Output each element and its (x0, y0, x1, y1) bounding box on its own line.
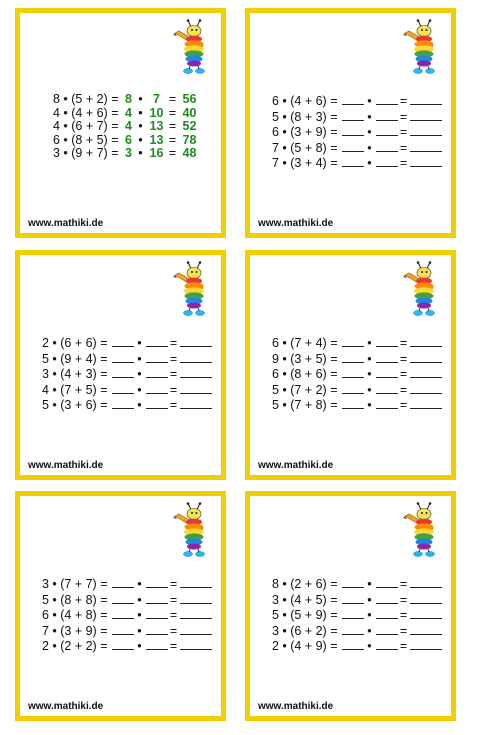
answer-blank[interactable] (376, 623, 398, 635)
equals-symbol: = (168, 146, 177, 160)
answer-blank[interactable] (376, 124, 398, 136)
answer-blank[interactable] (342, 335, 364, 347)
equation-row (258, 576, 444, 592)
answer-blank[interactable] (342, 592, 364, 604)
equation-row (28, 366, 214, 382)
task-card-3 (15, 250, 226, 480)
answer-blank[interactable] (342, 109, 364, 121)
equation-expression: 9 • (3 + 5) = (271, 351, 338, 366)
times-symbol: • (138, 132, 143, 147)
equation-expression: 4 • (6 + 7) = (52, 119, 119, 133)
equals-symbol: = (399, 592, 408, 607)
equation-row (28, 351, 214, 367)
equation-expression: 7 • (5 + 8) = (271, 140, 338, 155)
equation-row (258, 140, 444, 156)
pencil-bee-mascot-icon (403, 19, 443, 75)
times-symbol: • (367, 592, 372, 607)
answer-blank[interactable] (146, 623, 168, 635)
answer-blank[interactable] (112, 607, 134, 619)
times-symbol: • (367, 94, 372, 108)
equation-expression: 5 • (9 + 4) = (41, 351, 108, 366)
equation-row (258, 382, 444, 398)
equals-symbol: = (399, 140, 408, 155)
answer-blank[interactable] (410, 140, 442, 152)
equation-row (28, 335, 214, 351)
times-symbol: • (367, 367, 372, 381)
times-symbol: • (137, 382, 142, 397)
answer-blank[interactable] (376, 109, 398, 121)
answer-blank[interactable] (410, 351, 442, 363)
answer-factor-2: 7 (153, 92, 160, 106)
equation-expression: 3 • (4 + 3) = (41, 367, 108, 381)
answer-product: 52 (182, 119, 197, 133)
equals-symbol: = (399, 351, 408, 366)
answer-factor-1: 4 (125, 105, 132, 120)
equals-symbol: = (399, 336, 408, 350)
answer-factor-2: 16 (149, 146, 164, 160)
answer-blank[interactable] (376, 366, 398, 378)
times-symbol: • (137, 336, 142, 350)
times-symbol: • (367, 125, 372, 139)
equation-row (258, 335, 444, 351)
equation-expression: 3 • (4 + 5) = (271, 592, 338, 607)
equals-symbol: = (399, 367, 408, 381)
answer-blank[interactable] (112, 351, 134, 363)
answer-blank[interactable] (146, 351, 168, 363)
times-symbol: • (367, 608, 372, 622)
task-card-4 (245, 250, 456, 480)
answer-factor-1: 8 (125, 92, 132, 106)
equals-symbol: = (169, 336, 178, 350)
answer-blank[interactable] (376, 397, 398, 409)
times-symbol: • (137, 592, 142, 607)
answer-blank[interactable] (376, 576, 398, 588)
equals-symbol: = (169, 398, 178, 412)
answer-blank[interactable] (376, 638, 398, 650)
equals-symbol: = (169, 592, 178, 607)
answer-blank[interactable] (112, 397, 134, 409)
answer-blank[interactable] (180, 576, 212, 588)
times-symbol: • (137, 398, 142, 412)
answer-blank[interactable] (112, 576, 134, 588)
website-url: www.mathiki.de (258, 218, 334, 229)
answer-product: 48 (182, 146, 197, 160)
answer-blank[interactable] (180, 335, 212, 347)
answer-blank[interactable] (376, 335, 398, 347)
answer-blank[interactable] (180, 382, 212, 394)
website-url: www.mathiki.de (258, 701, 334, 712)
answer-blank[interactable] (376, 155, 398, 167)
equals-symbol: = (169, 367, 178, 381)
times-symbol: • (138, 146, 143, 160)
answer-factor-1: 6 (125, 132, 132, 147)
equation-row (258, 638, 444, 654)
equation-list (250, 576, 451, 654)
times-symbol: • (137, 608, 142, 622)
equation-expression: 4 • (7 + 5) = (41, 382, 108, 397)
task-card-2 (245, 8, 456, 238)
answer-product: 56 (182, 92, 197, 106)
equation-row (28, 623, 214, 639)
times-symbol: • (367, 140, 372, 155)
answer-factor-2: 13 (149, 119, 164, 133)
answer-blank[interactable] (376, 592, 398, 604)
equation-expression: 5 • (8 + 3) = (271, 109, 338, 124)
times-symbol: • (137, 639, 142, 653)
equals-symbol: = (168, 92, 177, 106)
equation-expression: 6 • (8 + 5) = (52, 132, 119, 147)
answer-blank[interactable] (342, 397, 364, 409)
task-card-6 (245, 491, 456, 721)
website-url: www.mathiki.de (28, 701, 104, 712)
answer-blank[interactable] (146, 607, 168, 619)
equation-expression: 8 • (2 + 6) = (271, 577, 338, 591)
answer-blank[interactable] (376, 93, 398, 105)
answer-blank[interactable] (410, 124, 442, 136)
equals-symbol: = (399, 382, 408, 397)
answer-blank[interactable] (342, 124, 364, 136)
answer-factor-1: 3 (125, 146, 132, 160)
times-symbol: • (137, 367, 142, 381)
website-url: www.mathiki.de (258, 460, 334, 471)
equals-symbol: = (399, 577, 408, 591)
equation-expression: 5 • (5 + 9) = (271, 608, 338, 622)
equation-row (28, 592, 214, 608)
answer-blank[interactable] (112, 592, 134, 604)
times-symbol: • (367, 639, 372, 653)
equals-symbol: = (169, 351, 178, 366)
answer-blank[interactable] (342, 638, 364, 650)
answer-blank[interactable] (410, 623, 442, 635)
pencil-bee-mascot-icon (403, 502, 443, 558)
equation-row (28, 607, 214, 623)
answer-blank[interactable] (146, 592, 168, 604)
answer-blank[interactable] (180, 397, 212, 409)
equals-symbol: = (169, 382, 178, 397)
answer-blank[interactable] (146, 335, 168, 347)
answer-blank[interactable] (410, 155, 442, 167)
answer-blank[interactable] (410, 607, 442, 619)
answer-blank[interactable] (376, 351, 398, 363)
answer-blank[interactable] (146, 397, 168, 409)
equals-symbol: = (169, 608, 178, 622)
answer-blank[interactable] (146, 382, 168, 394)
times-symbol: • (137, 351, 142, 366)
equation-expression: 2 • (4 + 9) = (271, 639, 338, 653)
equation-list (20, 93, 221, 161)
answer-blank[interactable] (342, 382, 364, 394)
answer-blank[interactable] (180, 607, 212, 619)
website-url: www.mathiki.de (28, 460, 104, 471)
answer-blank[interactable] (180, 592, 212, 604)
times-symbol: • (367, 109, 372, 124)
equals-symbol: = (399, 125, 408, 139)
equals-symbol: = (399, 623, 408, 638)
answer-blank[interactable] (410, 576, 442, 588)
equation-list (250, 93, 451, 171)
equation-row (258, 155, 444, 171)
equals-symbol: = (169, 623, 178, 638)
answer-blank[interactable] (342, 93, 364, 105)
equation-row (258, 109, 444, 125)
equation-list (20, 576, 221, 654)
equation-expression: 5 • (3 + 6) = (41, 398, 108, 412)
answer-blank[interactable] (342, 351, 364, 363)
answer-blank[interactable] (410, 366, 442, 378)
times-symbol: • (138, 92, 143, 106)
equation-row (28, 576, 214, 592)
answer-blank[interactable] (376, 607, 398, 619)
times-symbol: • (138, 105, 143, 120)
task-card-1 (15, 8, 226, 238)
equation-expression: 8 • (5 + 2) = (52, 92, 119, 106)
equals-symbol: = (399, 398, 408, 412)
equation-row (258, 93, 444, 109)
answer-product: 40 (182, 105, 197, 120)
equation-list (20, 335, 221, 413)
equation-expression: 6 • (7 + 4) = (271, 336, 338, 350)
equation-row (258, 351, 444, 367)
answer-blank[interactable] (146, 638, 168, 650)
answer-blank[interactable] (342, 366, 364, 378)
equals-symbol: = (399, 608, 408, 622)
pencil-bee-mascot-icon (173, 19, 213, 75)
times-symbol: • (367, 382, 372, 397)
answer-blank[interactable] (180, 638, 212, 650)
equation-expression: 6 • (4 + 6) = (271, 94, 338, 108)
times-symbol: • (367, 351, 372, 366)
equation-expression: 7 • (3 + 9) = (41, 623, 108, 638)
answer-blank[interactable] (410, 109, 442, 121)
equation-row (258, 592, 444, 608)
equation-expression: 7 • (3 + 4) = (271, 156, 338, 170)
answer-blank[interactable] (112, 335, 134, 347)
equation-expression: 2 • (6 + 6) = (41, 336, 108, 350)
equation-row (39, 147, 203, 161)
times-symbol: • (367, 156, 372, 170)
answer-blank[interactable] (146, 366, 168, 378)
answer-blank[interactable] (112, 623, 134, 635)
answer-blank[interactable] (376, 140, 398, 152)
equation-row (39, 93, 203, 107)
answer-blank[interactable] (342, 607, 364, 619)
answer-product: 78 (182, 132, 197, 147)
equals-symbol: = (399, 639, 408, 653)
answer-blank[interactable] (410, 592, 442, 604)
equals-symbol: = (169, 639, 178, 653)
website-url: www.mathiki.de (28, 218, 104, 229)
equals-symbol: = (168, 105, 177, 120)
equation-row (258, 607, 444, 623)
equation-row (258, 366, 444, 382)
times-symbol: • (367, 623, 372, 638)
equals-symbol: = (169, 577, 178, 591)
answer-blank[interactable] (180, 366, 212, 378)
answer-blank[interactable] (342, 140, 364, 152)
equation-row (28, 638, 214, 654)
answer-blank[interactable] (410, 93, 442, 105)
task-card-5 (15, 491, 226, 721)
times-symbol: • (138, 119, 143, 133)
equation-expression: 3 • (6 + 2) = (271, 623, 338, 638)
equation-row (258, 623, 444, 639)
answer-blank[interactable] (112, 366, 134, 378)
equation-expression: 5 • (7 + 2) = (271, 382, 338, 397)
equation-expression: 6 • (4 + 8) = (41, 608, 108, 622)
answer-blank[interactable] (342, 576, 364, 588)
equation-expression: 4 • (4 + 6) = (52, 105, 119, 120)
answer-blank[interactable] (180, 351, 212, 363)
answer-factor-2: 10 (149, 105, 164, 120)
answer-blank[interactable] (112, 638, 134, 650)
pencil-bee-mascot-icon (173, 261, 213, 317)
equals-symbol: = (399, 94, 408, 108)
times-symbol: • (137, 577, 142, 591)
equation-row (28, 397, 214, 413)
answer-blank[interactable] (376, 382, 398, 394)
answer-blank[interactable] (410, 397, 442, 409)
equals-symbol: = (168, 119, 177, 133)
answer-blank[interactable] (180, 623, 212, 635)
answer-blank[interactable] (342, 155, 364, 167)
equation-expression: 5 • (7 + 8) = (271, 398, 338, 412)
times-symbol: • (367, 398, 372, 412)
equals-symbol: = (168, 132, 177, 147)
answer-factor-1: 4 (125, 119, 132, 133)
answer-blank[interactable] (410, 335, 442, 347)
equation-expression: 6 • (3 + 9) = (271, 125, 338, 139)
equation-row (39, 120, 203, 134)
equation-expression: 3 • (9 + 7) = (52, 146, 119, 160)
equation-row (39, 107, 203, 121)
answer-blank[interactable] (112, 382, 134, 394)
equals-symbol: = (399, 156, 408, 170)
equation-row (258, 397, 444, 413)
equation-row (258, 124, 444, 140)
times-symbol: • (367, 336, 372, 350)
answer-blank[interactable] (410, 638, 442, 650)
answer-blank[interactable] (146, 576, 168, 588)
answer-blank[interactable] (342, 623, 364, 635)
times-symbol: • (367, 577, 372, 591)
equation-expression: 5 • (8 + 8) = (41, 592, 108, 607)
equation-expression: 6 • (8 + 6) = (271, 367, 338, 381)
equals-symbol: = (399, 109, 408, 124)
pencil-bee-mascot-icon (173, 502, 213, 558)
equation-list (250, 335, 451, 413)
equation-row (28, 382, 214, 398)
times-symbol: • (137, 623, 142, 638)
equation-row (39, 134, 203, 148)
answer-blank[interactable] (410, 382, 442, 394)
answer-factor-2: 13 (149, 132, 164, 147)
equation-expression: 2 • (2 + 2) = (41, 639, 108, 653)
pencil-bee-mascot-icon (403, 261, 443, 317)
equation-expression: 3 • (7 + 7) = (41, 577, 108, 591)
